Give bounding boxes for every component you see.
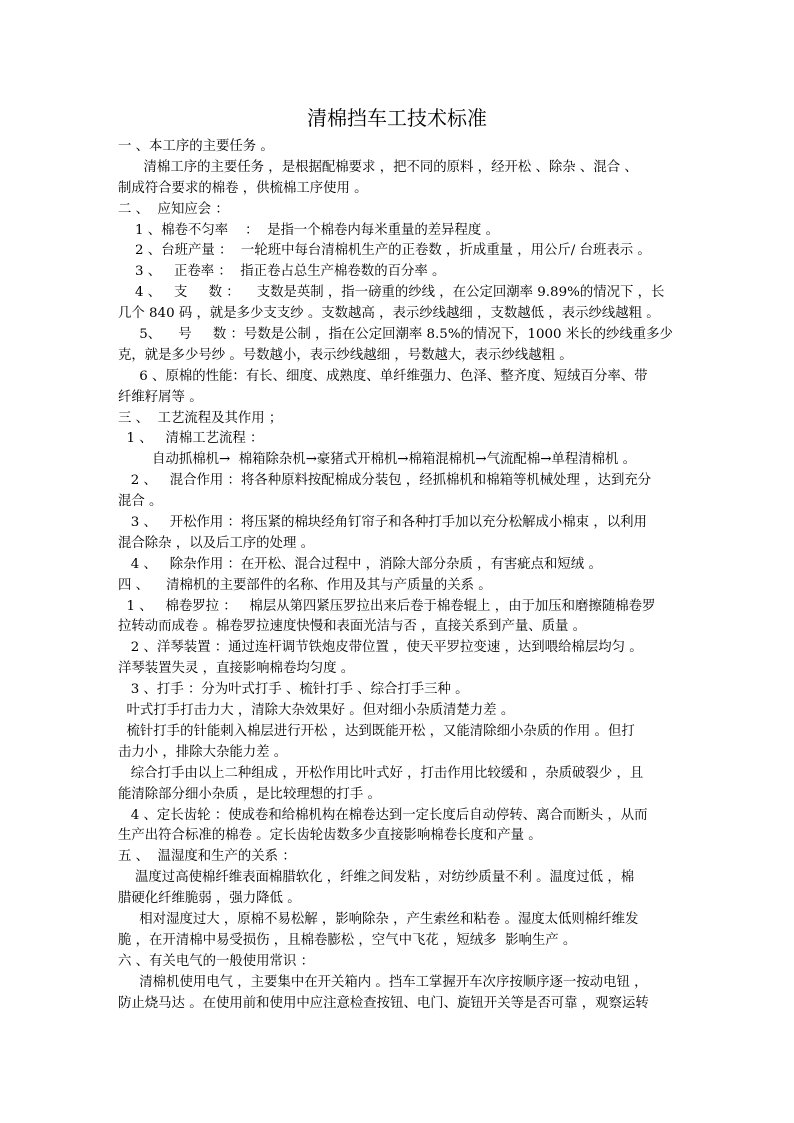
text-line: 几个 840 码 ，就是多少支支纱 。支数越高 ，表示纱线越细 ，支数越低 ，表示纱线越粗 。 [118,306,660,322]
text-line: 清棉机使用电气 ，主要集中在开关箱内 。挡车工掌握开车次序按顺序逐一按动电钮 ， [118,974,648,990]
text-line: 腊硬化纤维脆弱 ，强力降低 。 [118,891,301,907]
text-line: 4 、定长齿轮 ：使成卷和给棉机构在棉卷达到一定长度后自动停转、离合而断头 ，从而 [118,807,648,823]
text-line: 制成符合要求的棉卷 ，供梳棉工序使用 。 [118,180,368,196]
text-line: 相对湿度过大 ，原棉不易松解 ，影响除杂 ，产生索丝和粘卷 。湿度太低则棉纤维发 [118,911,639,927]
text-line: 五 、 温湿度和生产的关系 ： [118,849,296,865]
text-line: 洋琴装置失灵 ，直接影响棉卷均匀度 。 [118,661,355,677]
text-line: 4 、 除杂作用 ：在开松、混合过程中 ，消除大部分杂质 ，有害疵点和短绒 。 [118,556,602,572]
document-title: 清棉挡车工技术标准 [307,106,487,130]
text-line: 2 、台班产量 ： 一轮班中每台清棉机生产的正卷数 ，折成重量 ，用公斤/ 台班表示 。 [118,243,651,259]
text-line: 叶式打手打击力大 ，清除大杂效果好 。但对细小杂质清楚力差 。 [118,703,515,719]
text-line: 4 、 支 数 ： 支数是英制 ，指一磅重的纱线 ，在公定回潮率 9.89%的情况下 ，长 [118,285,665,301]
text-line: 3 、 正卷率 ： 指正卷占总生产棉卷数的百分率 。 [118,264,446,280]
text-line: 清棉工序的主要任务 ，是根据配棉要求 ，把不同的原料 ，经开松 、除杂 、混合 、 [118,159,638,175]
text-line: 温度过高使棉纤维表面棉腊软化 ，纤维之间发粘 ，对纺纱质量不利 。温度过低 ，棉 [118,870,635,886]
text-line: 1 、 棉卷罗拉 ： 棉层从第四紧压罗拉出来后卷于棉卷辊上 ，由于加压和磨擦随棉卷罗 [118,598,656,614]
text-line: 四 、 清棉机的主要部件的名称、作用及其与产质量的关系 。 [118,577,492,593]
text-line: 能清除部分细小杂质 ，是比较理想的打手 。 [118,786,381,802]
text-line: 克，就是多少号纱 。号数越小，表示纱线越细 ，号数越大，表示纱线越粗 。 [118,347,573,363]
text-line: 2 、 混合作用 ：将各种原料按配棉成分装包 ，经抓棉机和棉箱等机械处理 ，达到充分 [118,473,652,489]
text-line: 脆 ，在开清棉中易受损伤 ，且棉卷膨松 ，空气中飞花 ，短绒多 影响生产 。 [118,932,577,948]
text-line: 综合打手由以上二种组成 ，开松作用比叶式好 ，打击作用比较缓和 ，杂质破裂少 ，且 [118,765,644,781]
text-line: 3 、 开松作用 ：将压紧的棉块经角钉帘子和各种打手加以充分松解成小棉束 ，以利用 [118,515,647,531]
text-line: 1 、棉卷不匀率 ： 是指一个棉卷内每米重量的差异程度 。 [118,222,499,238]
text-line: 自动抓棉机→ 棉箱除杂机→豪猪式开棉机→棉箱混棉机→气流配棉→单程清棉机 。 [118,452,637,468]
text-line: 一 、本工序的主要任务 。 [118,139,274,154]
text-line: 梳针打手的针能刺入棉层进行开松 ，达到既能开松 ，又能清除细小杂质的作用 。但打 [118,723,635,739]
document-body [118,137,690,1014]
text-line: 6 、原棉的性能：有长、细度、成熟度、单纤维强力、色泽、整齐度、短绒百分率、带 [118,368,648,384]
text-line: 六 、有关电气的一般使用常识 ： [118,953,314,969]
text-line: 2 、洋琴装置 ：通过连杆调节铁炮皮带位置 ，使天平罗拉变速 ，达到喂给棉层均匀 。 [118,640,643,656]
text-line: 1 、 清棉工艺流程 ： [118,431,264,447]
text-line: 三 、 工艺流程及其作用 ； [118,410,283,426]
text-line: 混合 。 [118,494,163,510]
text-line: 二 、 应知应会 ： [118,201,229,217]
text-line: 5、 号 数 ：号数是公制 ，指在公定回潮率 8.5%的情况下，1000 米长的纱线重多少 [118,327,673,343]
text-line: 混合除杂 ，以及后工序的处理 。 [118,535,314,551]
text-line: 生产出符合标准的棉卷 。定长齿轮齿数多少直接影响棉卷长度和产量 。 [118,828,542,844]
text-line: 拉转动而成卷 。棉卷罗拉速度快慢和表面光洁与否 ，直接关系到产量、质量 。 [118,619,587,635]
text-line: 3 、打手 ：分为叶式打手 、梳针打手 、综合打手三种 。 [118,682,469,698]
text-line: 防止烧马达 。在使用前和使用中应注意检查按钮、电门、旋钮开关等是否可靠 ，观察运转 [118,995,649,1011]
text-line: 击力小 ，排除大杂能力差 。 [118,744,288,760]
text-line: 纤维籽屑等 。 [118,389,203,405]
